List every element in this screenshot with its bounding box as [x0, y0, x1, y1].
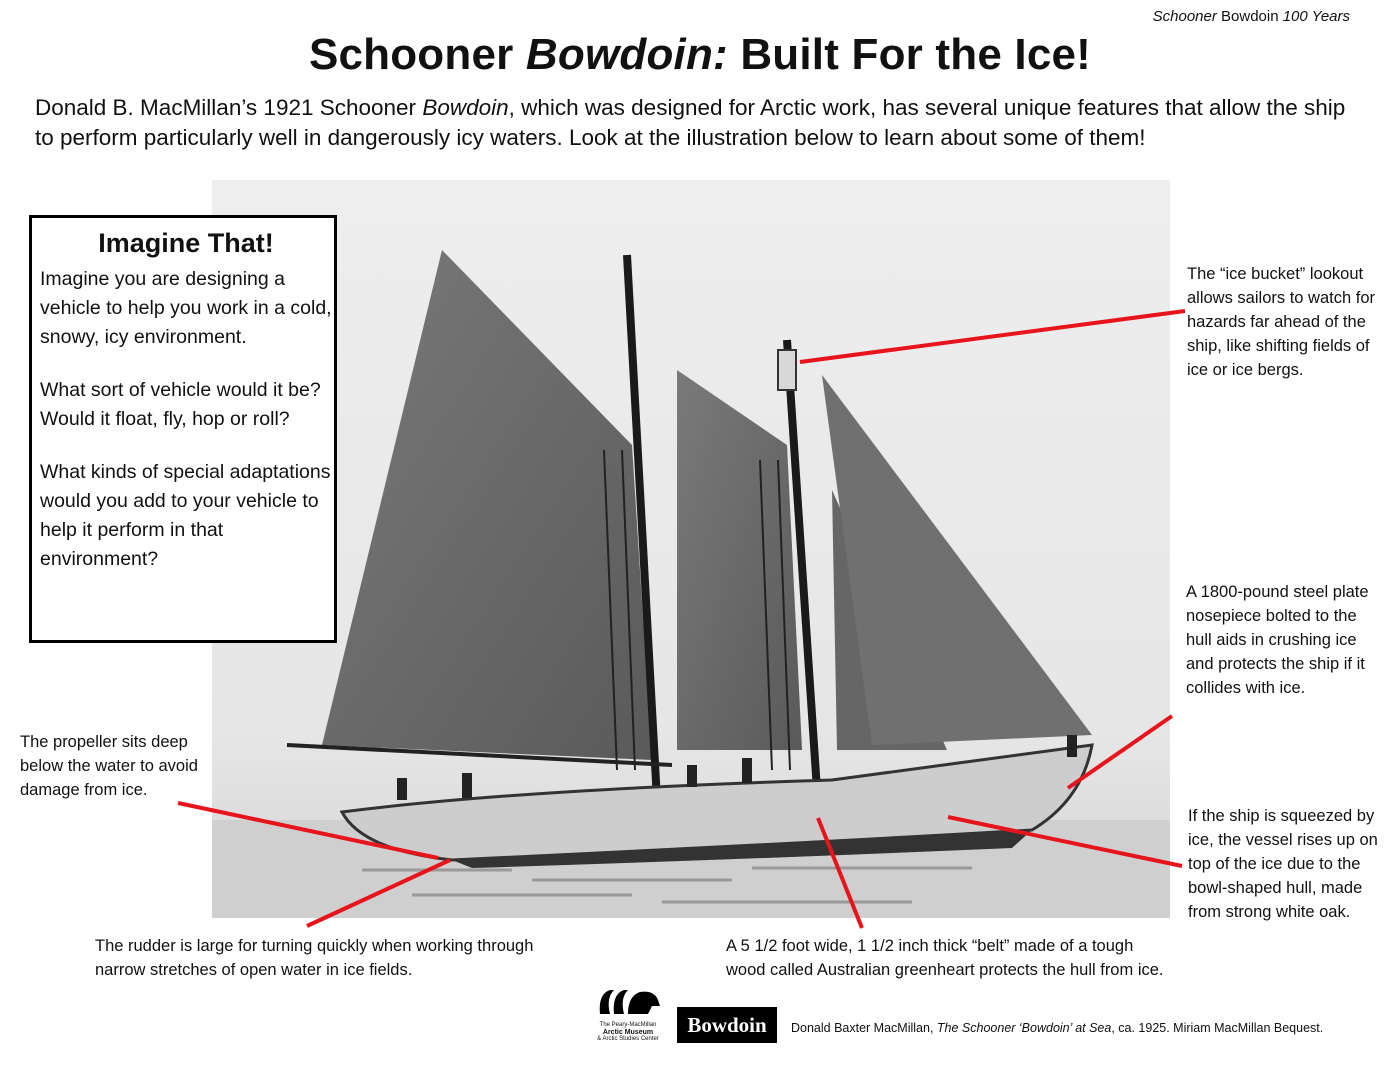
callout-belt: A 5 1/2 foot wide, 1 1/2 inch thick “belt” made of a tough wood called Australian greenheart protects the hull from ice.	[726, 937, 1164, 979]
callout-ice-bucket: The “ice bucket” lookout allows sailors to watch for hazards far ahead of the ship, like shifting fields of ice or ice bergs.	[1187, 265, 1375, 379]
title-part2: Built For the Ice!	[727, 30, 1092, 79]
intro-part2: , which was designed for Arctic work, has several unique features that allow the ship to perform particularly well in dangerously icy waters. Look at the illustration below to learn about some of them!	[35, 95, 1346, 150]
credit-part2: , ca. 1925. Miriam MacMillan Bequest.	[1111, 1021, 1324, 1035]
schooner-photo	[212, 180, 1170, 918]
series-label-regular: Bowdoin	[1216, 8, 1283, 25]
title-part1: Schooner	[308, 30, 526, 79]
title-italic: Bowdoin:	[525, 30, 728, 79]
museum-line-3: & Arctic Studies Center	[597, 1036, 659, 1042]
credit-part1: Donald Baxter MacMillan,	[791, 1021, 937, 1035]
callout-rudder: The rudder is large for turning quickly when working through narrow stretches of open water in ice fields.	[95, 937, 534, 979]
imagine-paragraph-2: What sort of vehicle would it be? Would it float, fly, hop or roll?	[40, 379, 321, 430]
credit-italic: The Schooner ‘Bowdoin’ at Sea	[936, 1021, 1112, 1035]
intro-italic: Bowdoin	[422, 95, 509, 120]
intro-paragraph	[35, 93, 1365, 153]
ice-bucket	[778, 350, 796, 390]
bowdoin-logo: Bowdoin	[677, 1007, 777, 1043]
callout-hull: If the ship is squeezed by ice, the vessel rises up on top of the ice due to the bowl-shaped hull, made from strong white oak.	[1188, 807, 1378, 921]
series-label-italic-1: Schooner	[1152, 8, 1217, 25]
imagine-title: Imagine That!	[98, 228, 274, 258]
imagine-paragraph-1: Imagine you are designing a vehicle to help you work in a cold, snowy, icy environment.	[40, 268, 332, 348]
callout-nosepiece: A 1800-pound steel plate nosepiece bolted to the hull aids in crushing ice and protects the ship if it collides with ice.	[1186, 583, 1369, 697]
imagine-that-box	[29, 215, 337, 643]
callout-propeller: The propeller sits deep below the water to avoid damage from ice.	[20, 733, 198, 799]
imagine-paragraph-3: What kinds of special adaptations would you add to your vehicle to help it perform in that environment?	[40, 461, 331, 570]
museum-line-2: Arctic Museum	[602, 1029, 654, 1036]
page-title	[0, 30, 1400, 80]
series-label	[1153, 8, 1350, 25]
series-label-italic-2: 100 Years	[1282, 8, 1350, 25]
intro-part1: Donald B. MacMillan’s 1921 Schooner	[35, 95, 423, 120]
museum-logo-text	[582, 1022, 674, 1043]
photo-credit	[791, 1021, 1323, 1035]
museum-line-1: The Peary-MacMillan	[599, 1022, 657, 1028]
